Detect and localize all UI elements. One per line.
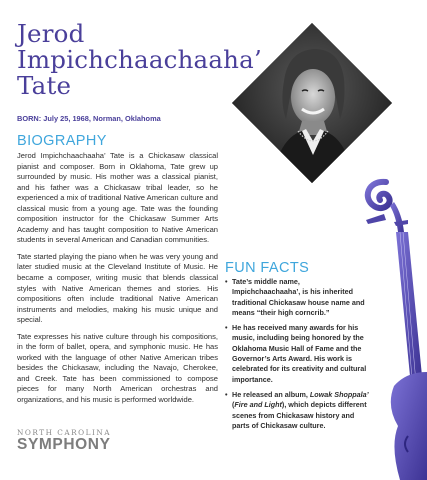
logo-line-state: NORTH CAROLINA	[17, 428, 111, 437]
list-item	[225, 323, 370, 385]
title-line-last-name: Tate	[17, 71, 72, 100]
list-item	[225, 390, 370, 431]
biography-paragraph: Jerod Impichchaachaaha’ Tate is a Chickasaw classical pianist and composer. Born in Oklahoma, Tate grew up surrounded by music. His mother was a classical pianist, and his father was a Chickasaw tribal leader, so he experienced a mix of traditional Native American culture and classical music from a young age. Tate was the founding composition instructor for the Chickasaw Summer Arts Academy and has taught composition to Native American students in several American and Canadian communities.	[17, 151, 218, 245]
bullet: •	[225, 323, 228, 333]
biography-paragraph: Tate started playing the piano when he was very young and later studied music at the Cleveland Institute of Music. He became a composer, writing music that blends classical styles with Native American themes and stories. His compositions often include traditional Native American instruments and melodies, making his music unique and special.	[17, 251, 218, 325]
logo-line-name: SYMPHONY	[17, 436, 111, 453]
symphony-logo	[17, 428, 111, 452]
bullet: •	[225, 389, 228, 399]
title-line-middle-name: Impichchaachaaha’	[17, 45, 262, 74]
fact-text-suffix: ), which depicts different scenes from Chickasaw history and parts of Chickasaw culture.	[232, 400, 367, 430]
fact-text-mid: (	[232, 400, 235, 410]
fact-text: Tate’s middle name, Impichchaachaaha’, is his inherited traditional Chickasaw house name and means “their high corncrib.”	[232, 277, 365, 317]
biography-paragraph: Tate expresses his native culture through his compositions, in the form of ballet, opera, and symphonic music. He has worked with the language of other Native American tribes besides the Chickasaw, including the Navajo, Cherokee, and Creek. Tate has been commissioned to compose pieces for many North American orchestras and organizations, and his music is performed worldwide.	[17, 331, 218, 405]
title-line-first-name: Jerod	[17, 19, 85, 48]
fun-facts-list	[225, 277, 370, 436]
page-title	[17, 21, 287, 99]
fun-facts-heading: FUN FACTS	[225, 260, 310, 276]
bullet: •	[225, 277, 228, 286]
fact-text-prefix: He released an album,	[232, 389, 310, 399]
album-title-english: Fire and Light	[234, 400, 282, 410]
birth-info: BORN: July 25, 1968, Norman, Oklahoma	[17, 114, 161, 123]
list-item	[225, 277, 370, 318]
album-title: Lowak Shoppala’	[309, 389, 369, 399]
fact-text: He has received many awards for his music, including being honored by the Oklahoma Music Hall of Fame and the Governor’s Arts Award. His work is celebrated for its creativity and cultural importance.	[232, 323, 367, 384]
biography-text	[17, 151, 218, 406]
biography-heading: BIOGRAPHY	[17, 133, 107, 149]
